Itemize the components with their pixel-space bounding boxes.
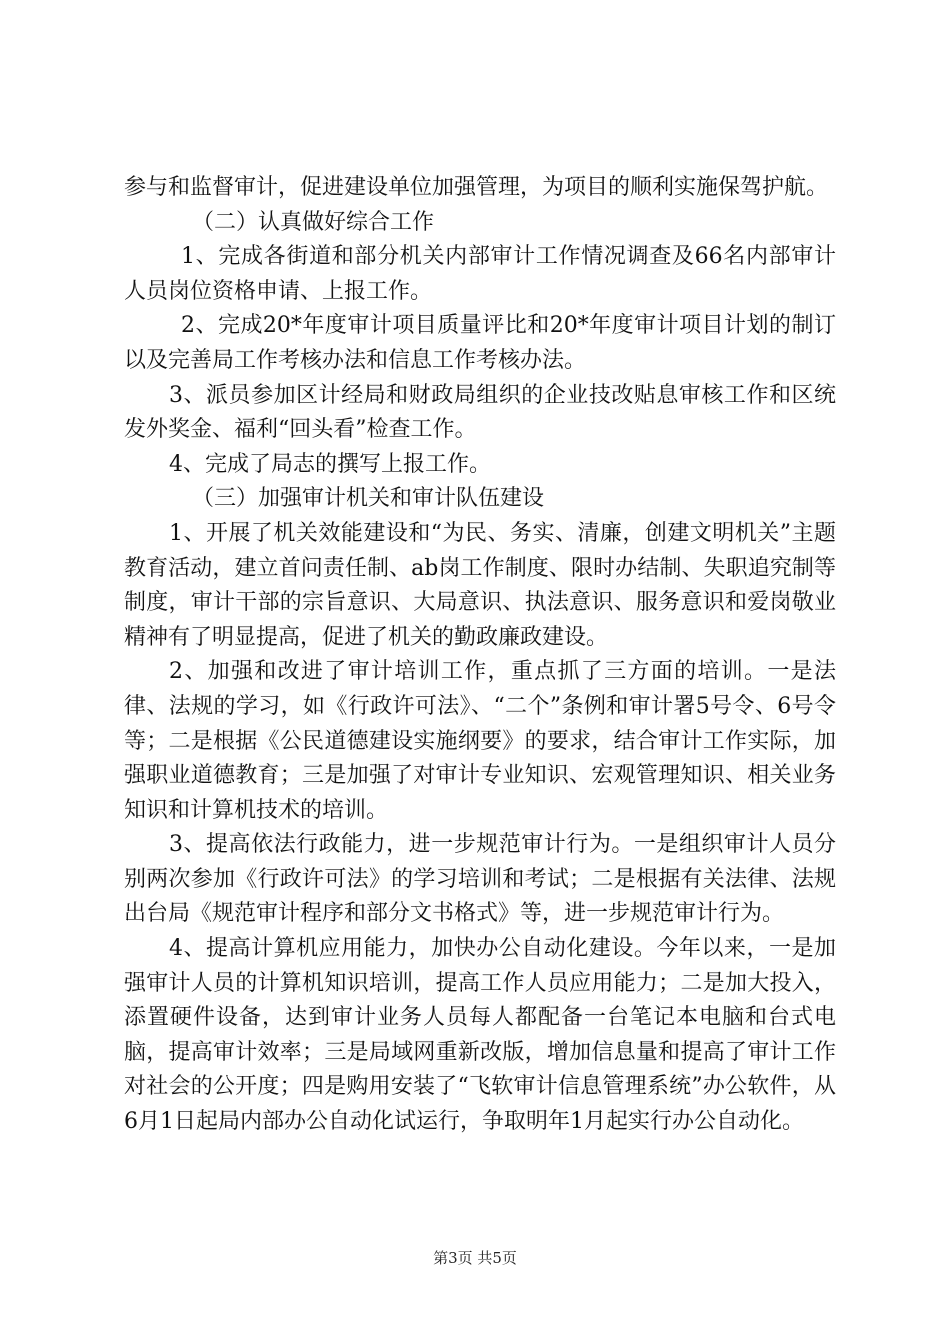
paragraph-item: 2、完成20*年度审计项目质量评比和20*年度审计项目计划的制订以及完善局工作考核办法和信息工作考核办法。 xyxy=(124,313,836,373)
paragraph-item: 4、提高计算机应用能力，加快办公自动化建设。今年以来，一是加强审计人员的计算机知识培训，提高工作人员应用能力；二是加大投入，添置硬件设备，达到审计业务人员每人都配备一台笔记本电脑和台式电脑，提高审计效率；三是局域网重新改版，增加信息量和提高了审计工作对社会的公开度；四是购用安装了“飞软审计信息管理系统”办公软件，从6月1日起局内部办公自动化试运行，争取明年1月起实行办公自动化。 xyxy=(124,936,836,1135)
paragraph-item: 2、加强和改进了审计培训工作，重点抓了三方面的培训。一是法律、法规的学习，如《行政许可法》、“二个”条例和审计署5号令、6号令等；二是根据《公民道德建设实施纲要》的要求，结合审计工作实际，加强职业道德教育；三是加强了对审计专业知识、宏观管理知识、相关业务知识和计算机技术的培训。 xyxy=(124,659,836,823)
section-heading-2: （二）认真做好综合工作 xyxy=(192,209,435,235)
document-body xyxy=(124,171,836,1140)
paragraph-item: 1、完成各街道和部分机关内部审计工作情况调查及66名内部审计人员岗位资格申请、上报工作。 xyxy=(124,244,836,304)
paragraph-item: 3、提高依法行政能力，进一步规范审计行为。一是组织审计人员分别两次参加《行政许可法》的学习培训和考试；二是根据有关法律、法规出台局《规范审计程序和部分文书格式》等，进一步规范审计行为。 xyxy=(124,832,836,927)
paragraph-item: 4、完成了局志的撰写上报工作。 xyxy=(169,451,491,477)
paragraph-item: 3、派员参加区计经局和财政局组织的企业技改贴息审核工作和区统发外奖金、福利“回头看”检查工作。 xyxy=(124,382,836,443)
page-number-footer: 第3页 共5页 xyxy=(433,1249,517,1267)
paragraph-continuation: 参与和监督审计，促进建设单位加强管理，为项目的顺利实施保驾护航。 xyxy=(124,175,829,200)
section-heading-3: （三）加强审计机关和审计队伍建设 xyxy=(192,486,545,512)
paragraph-item: 1、开展了机关效能建设和“为民、务实、清廉，创建文明机关”主题教育活动，建立首问责任制、ab岗工作制度、限时办结制、失职追究制等制度，审计干部的宗旨意识、大局意识、执法意识、服务意识和爱岗敬业精神有了明显提高，促进了机关的勤政廉政建设。 xyxy=(124,520,836,650)
